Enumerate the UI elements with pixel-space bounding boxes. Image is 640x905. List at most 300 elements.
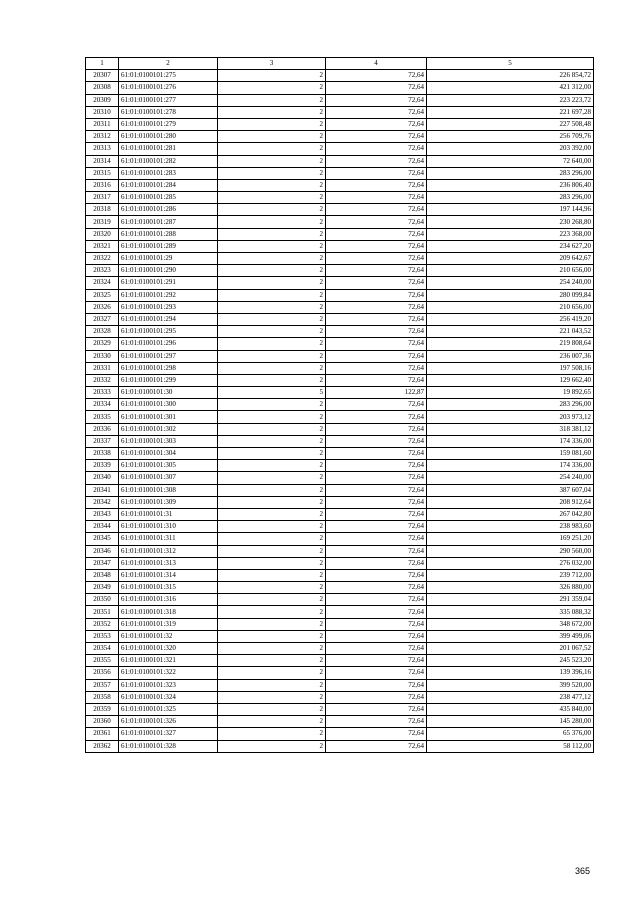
cell-area: 72,64 <box>326 728 427 740</box>
cell-row-number: 20339 <box>86 460 119 472</box>
cell-col-3: 2 <box>218 569 326 581</box>
cell-value: 209 642,67 <box>427 253 594 265</box>
cell-col-3: 2 <box>218 545 326 557</box>
cell-area: 72,64 <box>326 143 427 155</box>
cell-row-number: 20340 <box>86 472 119 484</box>
cell-cadastral-number: 61:01:0100101:305 <box>119 460 218 472</box>
cell-col-3: 2 <box>218 228 326 240</box>
cell-value: 290 560,00 <box>427 545 594 557</box>
column-header-4: 4 <box>326 58 427 70</box>
cell-cadastral-number: 61:01:0100101:298 <box>119 362 218 374</box>
cell-row-number: 20332 <box>86 374 119 386</box>
cell-col-3: 2 <box>218 240 326 252</box>
cell-row-number: 20318 <box>86 204 119 216</box>
cell-area: 72,64 <box>326 508 427 520</box>
cell-value: 256 709,76 <box>427 131 594 143</box>
cell-area: 72,64 <box>326 326 427 338</box>
cell-col-3: 2 <box>218 131 326 143</box>
column-header-3: 3 <box>218 58 326 70</box>
cell-row-number: 20345 <box>86 533 119 545</box>
cell-row-number: 20307 <box>86 70 119 82</box>
cell-value: 399 520,00 <box>427 679 594 691</box>
cell-col-3: 2 <box>218 167 326 179</box>
cell-col-3: 2 <box>218 350 326 362</box>
cell-col-3: 2 <box>218 155 326 167</box>
cell-cadastral-number: 61:01:0100101:275 <box>119 70 218 82</box>
cell-col-3: 2 <box>218 118 326 130</box>
cell-area: 72,64 <box>326 118 427 130</box>
cell-row-number: 20324 <box>86 277 119 289</box>
cell-value: 234 627,20 <box>427 240 594 252</box>
table-row <box>86 362 594 374</box>
cell-value: 318 381,12 <box>427 423 594 435</box>
cell-cadastral-number: 61:01:0100101:292 <box>119 289 218 301</box>
cell-row-number: 20352 <box>86 618 119 630</box>
cell-area: 72,64 <box>326 679 427 691</box>
cell-col-3: 2 <box>218 703 326 715</box>
cell-row-number: 20337 <box>86 435 119 447</box>
cell-value: 145 280,00 <box>427 716 594 728</box>
table-row <box>86 472 594 484</box>
cell-area: 72,64 <box>326 106 427 118</box>
cell-value: 421 312,00 <box>427 82 594 94</box>
cell-row-number: 20338 <box>86 448 119 460</box>
cell-cadastral-number: 61:01:0100101:285 <box>119 192 218 204</box>
cell-row-number: 20312 <box>86 131 119 143</box>
cell-value: 139 396,16 <box>427 667 594 679</box>
cell-row-number: 20358 <box>86 691 119 703</box>
cell-cadastral-number: 61:01:0100101:297 <box>119 350 218 362</box>
cell-col-3: 2 <box>218 106 326 118</box>
cell-value: 254 240,00 <box>427 277 594 289</box>
cell-col-3: 2 <box>218 728 326 740</box>
cell-area: 72,64 <box>326 716 427 728</box>
cell-col-3: 2 <box>218 655 326 667</box>
cell-col-3: 2 <box>218 594 326 606</box>
table-row <box>86 521 594 533</box>
cell-row-number: 20315 <box>86 167 119 179</box>
page-number: 365 <box>574 866 590 876</box>
cell-cadastral-number: 61:01:0100101:312 <box>119 545 218 557</box>
table-row <box>86 448 594 460</box>
cell-col-3: 2 <box>218 326 326 338</box>
cell-row-number: 20347 <box>86 557 119 569</box>
cell-col-3: 2 <box>218 606 326 618</box>
table-row <box>86 192 594 204</box>
cell-value: 208 912,64 <box>427 496 594 508</box>
table-row <box>86 131 594 143</box>
table-row <box>86 289 594 301</box>
cell-cadastral-number: 61:01:0100101:31 <box>119 508 218 520</box>
cell-row-number: 20321 <box>86 240 119 252</box>
cell-value: 348 672,00 <box>427 618 594 630</box>
cell-cadastral-number: 61:01:0100101:320 <box>119 643 218 655</box>
cell-row-number: 20344 <box>86 521 119 533</box>
cell-row-number: 20316 <box>86 179 119 191</box>
table-row <box>86 399 594 411</box>
cell-value: 227 508,48 <box>427 118 594 130</box>
cell-area: 72,64 <box>326 655 427 667</box>
cell-cadastral-number: 61:01:0100101:29 <box>119 253 218 265</box>
cell-row-number: 20327 <box>86 313 119 325</box>
table-row <box>86 277 594 289</box>
table-row <box>86 350 594 362</box>
cell-col-3: 2 <box>218 533 326 545</box>
table-row <box>86 338 594 350</box>
cell-value: 58 112,00 <box>427 740 594 752</box>
cell-row-number: 20355 <box>86 655 119 667</box>
cell-value: 283 296,00 <box>427 192 594 204</box>
cell-col-3: 2 <box>218 582 326 594</box>
cell-col-3: 2 <box>218 667 326 679</box>
cell-col-3: 2 <box>218 216 326 228</box>
cell-cadastral-number: 61:01:0100101:279 <box>119 118 218 130</box>
cell-cadastral-number: 61:01:0100101:299 <box>119 374 218 386</box>
cell-value: 291 359,04 <box>427 594 594 606</box>
cell-cadastral-number: 61:01:0100101:30 <box>119 387 218 399</box>
cell-col-3: 2 <box>218 301 326 313</box>
table-row <box>86 216 594 228</box>
cell-cadastral-number: 61:01:0100101:326 <box>119 716 218 728</box>
cell-area: 72,64 <box>326 472 427 484</box>
cell-cadastral-number: 61:01:0100101:315 <box>119 582 218 594</box>
cell-row-number: 20356 <box>86 667 119 679</box>
cell-value: 230 268,80 <box>427 216 594 228</box>
cell-cadastral-number: 61:01:0100101:288 <box>119 228 218 240</box>
cell-value: 203 392,00 <box>427 143 594 155</box>
cell-col-3: 2 <box>218 691 326 703</box>
table-row <box>86 679 594 691</box>
cell-col-3: 5 <box>218 387 326 399</box>
cell-area: 72,64 <box>326 253 427 265</box>
cell-col-3: 2 <box>218 313 326 325</box>
cell-row-number: 20353 <box>86 630 119 642</box>
cell-cadastral-number: 61:01:0100101:290 <box>119 265 218 277</box>
table-row <box>86 228 594 240</box>
cell-row-number: 20325 <box>86 289 119 301</box>
cell-row-number: 20349 <box>86 582 119 594</box>
cell-row-number: 20348 <box>86 569 119 581</box>
table-row <box>86 143 594 155</box>
table-row <box>86 94 594 106</box>
cell-row-number: 20320 <box>86 228 119 240</box>
cell-col-3: 2 <box>218 448 326 460</box>
table-row <box>86 253 594 265</box>
cell-col-3: 2 <box>218 740 326 752</box>
cell-row-number: 20334 <box>86 399 119 411</box>
cell-value: 169 251,20 <box>427 533 594 545</box>
cell-area: 72,64 <box>326 496 427 508</box>
cell-cadastral-number: 61:01:0100101:283 <box>119 167 218 179</box>
cell-col-3: 2 <box>218 253 326 265</box>
cell-cadastral-number: 61:01:0100101:313 <box>119 557 218 569</box>
cell-area: 72,64 <box>326 301 427 313</box>
cell-cadastral-number: 61:01:0100101:291 <box>119 277 218 289</box>
cell-col-3: 2 <box>218 204 326 216</box>
cell-area: 72,64 <box>326 192 427 204</box>
cell-area: 72,64 <box>326 338 427 350</box>
cell-value: 203 973,12 <box>427 411 594 423</box>
cell-cadastral-number: 61:01:0100101:314 <box>119 569 218 581</box>
cell-row-number: 20354 <box>86 643 119 655</box>
cell-col-3: 2 <box>218 70 326 82</box>
cell-col-3: 2 <box>218 521 326 533</box>
table-row <box>86 740 594 752</box>
cell-row-number: 20351 <box>86 606 119 618</box>
cell-value: 221 697,28 <box>427 106 594 118</box>
cell-value: 197 508,16 <box>427 362 594 374</box>
table-row <box>86 716 594 728</box>
cell-row-number: 20331 <box>86 362 119 374</box>
cell-area: 72,64 <box>326 618 427 630</box>
cell-cadastral-number: 61:01:0100101:322 <box>119 667 218 679</box>
cell-cadastral-number: 61:01:0100101:323 <box>119 679 218 691</box>
cell-col-3: 2 <box>218 472 326 484</box>
table-row <box>86 655 594 667</box>
cell-cadastral-number: 61:01:0100101:301 <box>119 411 218 423</box>
table-row <box>86 618 594 630</box>
cell-value: 335 088,32 <box>427 606 594 618</box>
data-table <box>85 57 594 753</box>
table-row <box>86 460 594 472</box>
cell-area: 72,64 <box>326 131 427 143</box>
cell-col-3: 2 <box>218 179 326 191</box>
cell-area: 72,64 <box>326 667 427 679</box>
cell-area: 72,64 <box>326 740 427 752</box>
table-row <box>86 630 594 642</box>
cell-area: 72,64 <box>326 240 427 252</box>
table-row <box>86 70 594 82</box>
cell-value: 210 656,00 <box>427 301 594 313</box>
cell-col-3: 2 <box>218 557 326 569</box>
table-body <box>86 70 594 753</box>
cell-row-number: 20313 <box>86 143 119 155</box>
cell-row-number: 20309 <box>86 94 119 106</box>
cell-value: 174 336,00 <box>427 435 594 447</box>
cell-area: 72,64 <box>326 289 427 301</box>
cell-cadastral-number: 61:01:0100101:302 <box>119 423 218 435</box>
table-row <box>86 326 594 338</box>
cell-value: 276 032,00 <box>427 557 594 569</box>
cell-area: 72,64 <box>326 155 427 167</box>
cell-area: 72,64 <box>326 411 427 423</box>
cell-area: 72,64 <box>326 533 427 545</box>
cell-area: 72,64 <box>326 643 427 655</box>
cell-cadastral-number: 61:01:0100101:307 <box>119 472 218 484</box>
cell-area: 72,64 <box>326 179 427 191</box>
table-row <box>86 82 594 94</box>
cell-value: 238 477,12 <box>427 691 594 703</box>
cell-row-number: 20361 <box>86 728 119 740</box>
cell-col-3: 2 <box>218 411 326 423</box>
cell-area: 72,64 <box>326 313 427 325</box>
cell-value: 236 007,36 <box>427 350 594 362</box>
cell-area: 72,64 <box>326 350 427 362</box>
cell-cadastral-number: 61:01:0100101:310 <box>119 521 218 533</box>
cell-cadastral-number: 61:01:0100101:318 <box>119 606 218 618</box>
cell-value: 223 223,72 <box>427 94 594 106</box>
cell-row-number: 20328 <box>86 326 119 338</box>
cell-area: 72,64 <box>326 521 427 533</box>
cell-row-number: 20330 <box>86 350 119 362</box>
cell-value: 159 081,60 <box>427 448 594 460</box>
cell-row-number: 20322 <box>86 253 119 265</box>
cell-col-3: 2 <box>218 484 326 496</box>
cell-row-number: 20362 <box>86 740 119 752</box>
cell-value: 226 854,72 <box>427 70 594 82</box>
cell-value: 256 419,20 <box>427 313 594 325</box>
cell-row-number: 20323 <box>86 265 119 277</box>
cell-area: 72,64 <box>326 582 427 594</box>
cell-area: 72,64 <box>326 594 427 606</box>
table-row <box>86 411 594 423</box>
table-row <box>86 508 594 520</box>
cell-row-number: 20350 <box>86 594 119 606</box>
cell-cadastral-number: 61:01:0100101:277 <box>119 94 218 106</box>
cell-row-number: 20310 <box>86 106 119 118</box>
cell-col-3: 2 <box>218 679 326 691</box>
cell-area: 72,64 <box>326 216 427 228</box>
cell-row-number: 20342 <box>86 496 119 508</box>
cell-col-3: 2 <box>218 630 326 642</box>
cell-col-3: 2 <box>218 277 326 289</box>
header-row <box>86 58 594 70</box>
cell-col-3: 2 <box>218 496 326 508</box>
cell-area: 72,64 <box>326 374 427 386</box>
cell-col-3: 2 <box>218 265 326 277</box>
table-row <box>86 374 594 386</box>
cell-col-3: 2 <box>218 716 326 728</box>
cell-cadastral-number: 61:01:0100101:276 <box>119 82 218 94</box>
table-row <box>86 496 594 508</box>
cell-value: 219 808,64 <box>427 338 594 350</box>
table-row <box>86 606 594 618</box>
table-row <box>86 594 594 606</box>
cell-cadastral-number: 61:01:0100101:32 <box>119 630 218 642</box>
cell-area: 72,64 <box>326 630 427 642</box>
cell-area: 72,64 <box>326 557 427 569</box>
cell-row-number: 20308 <box>86 82 119 94</box>
cell-cadastral-number: 61:01:0100101:319 <box>119 618 218 630</box>
table-header <box>86 58 594 70</box>
cell-value: 19 892,65 <box>427 387 594 399</box>
table-row <box>86 703 594 715</box>
cell-col-3: 2 <box>218 82 326 94</box>
cell-cadastral-number: 61:01:0100101:295 <box>119 326 218 338</box>
cell-row-number: 20346 <box>86 545 119 557</box>
cell-value: 280 099,84 <box>427 289 594 301</box>
cell-row-number: 20335 <box>86 411 119 423</box>
cell-cadastral-number: 61:01:0100101:278 <box>119 106 218 118</box>
cell-value: 387 607,04 <box>427 484 594 496</box>
table-row <box>86 240 594 252</box>
cell-value: 283 296,00 <box>427 399 594 411</box>
cell-cadastral-number: 61:01:0100101:324 <box>119 691 218 703</box>
cell-value: 210 656,00 <box>427 265 594 277</box>
cell-cadastral-number: 61:01:0100101:308 <box>119 484 218 496</box>
cell-area: 72,64 <box>326 204 427 216</box>
cell-value: 267 042,80 <box>427 508 594 520</box>
cell-value: 435 840,00 <box>427 703 594 715</box>
table-row <box>86 569 594 581</box>
cell-row-number: 20314 <box>86 155 119 167</box>
cell-area: 72,64 <box>326 399 427 411</box>
cell-row-number: 20336 <box>86 423 119 435</box>
table-row <box>86 106 594 118</box>
table-row <box>86 643 594 655</box>
table-row <box>86 435 594 447</box>
table-row <box>86 118 594 130</box>
cell-value: 72 640,00 <box>427 155 594 167</box>
cell-cadastral-number: 61:01:0100101:294 <box>119 313 218 325</box>
cell-value: 65 376,00 <box>427 728 594 740</box>
column-header-1: 1 <box>86 58 119 70</box>
cell-value: 399 499,06 <box>427 630 594 642</box>
cell-cadastral-number: 61:01:0100101:287 <box>119 216 218 228</box>
cell-col-3: 2 <box>218 374 326 386</box>
cell-area: 72,64 <box>326 94 427 106</box>
cell-area: 72,64 <box>326 435 427 447</box>
cell-value: 326 880,00 <box>427 582 594 594</box>
table-row <box>86 265 594 277</box>
table-row <box>86 533 594 545</box>
cell-col-3: 2 <box>218 94 326 106</box>
cell-row-number: 20360 <box>86 716 119 728</box>
cell-cadastral-number: 61:01:0100101:325 <box>119 703 218 715</box>
cell-row-number: 20357 <box>86 679 119 691</box>
cell-area: 72,64 <box>326 545 427 557</box>
table-row <box>86 545 594 557</box>
cell-col-3: 2 <box>218 423 326 435</box>
column-header-2: 2 <box>119 58 218 70</box>
cell-cadastral-number: 61:01:0100101:284 <box>119 179 218 191</box>
cell-area: 72,64 <box>326 460 427 472</box>
cell-cadastral-number: 61:01:0100101:303 <box>119 435 218 447</box>
cell-cadastral-number: 61:01:0100101:280 <box>119 131 218 143</box>
cell-col-3: 2 <box>218 643 326 655</box>
table-row <box>86 179 594 191</box>
cell-row-number: 20311 <box>86 118 119 130</box>
cell-value: 283 296,00 <box>427 167 594 179</box>
cell-value: 129 662,40 <box>427 374 594 386</box>
table-row <box>86 301 594 313</box>
cell-cadastral-number: 61:01:0100101:289 <box>119 240 218 252</box>
cell-row-number: 20343 <box>86 508 119 520</box>
cell-area: 72,64 <box>326 228 427 240</box>
cell-value: 239 712,00 <box>427 569 594 581</box>
cell-area: 72,64 <box>326 448 427 460</box>
table-row <box>86 423 594 435</box>
cell-cadastral-number: 61:01:0100101:304 <box>119 448 218 460</box>
cell-area: 72,64 <box>326 703 427 715</box>
table-row <box>86 155 594 167</box>
cell-cadastral-number: 61:01:0100101:296 <box>119 338 218 350</box>
cell-cadastral-number: 61:01:0100101:286 <box>119 204 218 216</box>
cell-col-3: 2 <box>218 618 326 630</box>
cell-value: 223 368,00 <box>427 228 594 240</box>
cell-area: 72,64 <box>326 569 427 581</box>
cell-area: 122,87 <box>326 387 427 399</box>
cell-area: 72,64 <box>326 362 427 374</box>
cell-col-3: 2 <box>218 192 326 204</box>
table-row <box>86 582 594 594</box>
cell-col-3: 2 <box>218 399 326 411</box>
cell-value: 221 043,52 <box>427 326 594 338</box>
table-row <box>86 484 594 496</box>
cell-area: 72,64 <box>326 82 427 94</box>
table-row <box>86 691 594 703</box>
cell-area: 72,64 <box>326 265 427 277</box>
